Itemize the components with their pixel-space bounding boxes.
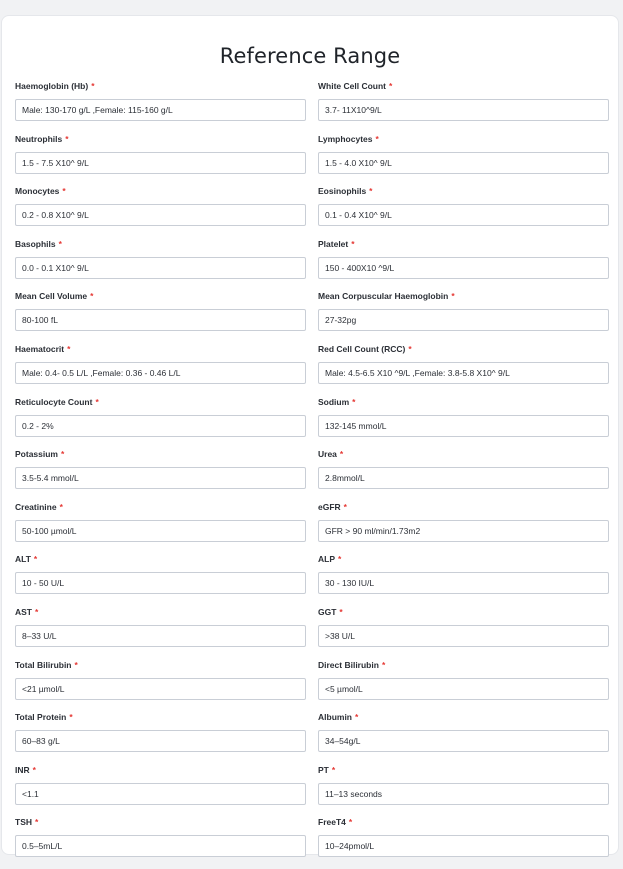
field-label-text: ALP	[318, 554, 335, 565]
required-asterisk: *	[375, 133, 379, 144]
required-asterisk: *	[69, 712, 73, 723]
ggt-field	[318, 606, 609, 659]
field-label-text: Haematocrit	[15, 343, 65, 354]
ggt-label	[318, 606, 609, 625]
field-label-text: eGFR	[318, 501, 341, 512]
field-label-text: Potassium	[15, 449, 58, 460]
red-cell-count-rcc-label	[318, 343, 609, 362]
required-asterisk: *	[339, 449, 344, 460]
required-asterisk: *	[389, 81, 393, 91]
tsh-field	[15, 816, 306, 869]
required-asterisk: *	[67, 343, 71, 354]
required-asterisk: *	[331, 764, 336, 775]
field-row	[15, 553, 609, 606]
required-asterisk: *	[95, 396, 99, 407]
freet4-input[interactable]: 10–24pmol/L	[318, 835, 609, 857]
field-row	[15, 659, 609, 712]
required-asterisk: *	[408, 343, 412, 354]
egfr-field	[318, 501, 609, 554]
required-asterisk: *	[91, 81, 95, 91]
platelet-label	[318, 238, 609, 257]
total-protein-label	[15, 711, 306, 730]
field-label-text: Eosinophils	[318, 186, 367, 197]
total-bilirubin-field	[15, 659, 306, 712]
field-label-text: Albumin	[318, 712, 352, 723]
freet4-field	[318, 816, 609, 869]
field-row	[15, 606, 609, 659]
lymphocytes-field	[318, 133, 609, 186]
field-row	[15, 133, 609, 186]
total-bilirubin-label	[15, 659, 306, 678]
required-asterisk: *	[90, 291, 94, 302]
field-label-text: TSH	[15, 817, 32, 828]
field-label-text: Total Bilirubin	[15, 659, 72, 670]
neutrophils-input[interactable]: 1.5 - 7.5 X10^ 9/L	[15, 152, 306, 174]
field-row	[15, 343, 609, 396]
basophils-label	[15, 238, 306, 257]
alt-label	[15, 553, 306, 572]
field-label-text: Neutrophils	[15, 133, 63, 144]
mean-cell-volume-input[interactable]: 80-100 fL	[15, 309, 306, 331]
mean-cell-volume-field	[15, 290, 306, 343]
reticulocyte-count-input[interactable]: 0.2 - 2%	[15, 415, 306, 437]
field-label-text: Monocytes	[15, 186, 60, 197]
field-label-text: Lymphocytes	[318, 133, 373, 144]
ast-input[interactable]: 8–33 U/L	[15, 625, 306, 647]
required-asterisk: *	[338, 554, 342, 565]
platelet-input[interactable]: 150 - 400X10 ^9/L	[318, 257, 609, 279]
monocytes-label	[15, 185, 306, 204]
albumin-field	[318, 711, 609, 764]
field-label-text: Red Cell Count (RCC)	[318, 343, 406, 354]
red-cell-count-rcc-field	[318, 343, 609, 396]
required-asterisk: *	[343, 501, 347, 512]
alt-input[interactable]: 10 - 50 U/L	[15, 572, 306, 594]
field-row	[15, 238, 609, 291]
required-asterisk: *	[33, 554, 38, 565]
haematocrit-label	[15, 343, 306, 362]
alp-field	[318, 553, 609, 606]
haematocrit-input[interactable]: Male: 0.4- 0.5 L/L ,Female: 0.36 - 0.46 L/L	[15, 362, 306, 384]
basophils-input[interactable]: 0.0 - 0.1 X10^ 9/L	[15, 257, 306, 279]
mean-corpuscular-haemoglobin-field	[318, 290, 609, 343]
alp-input[interactable]: 30 - 130 IU/L	[318, 572, 609, 594]
field-label-text: Total Protein	[15, 712, 67, 723]
albumin-label	[318, 711, 609, 730]
required-asterisk: *	[352, 396, 356, 407]
required-asterisk: *	[348, 817, 353, 828]
direct-bilirubin-label	[318, 659, 609, 678]
egfr-label	[318, 501, 609, 520]
required-asterisk: *	[369, 186, 373, 197]
field-row	[15, 501, 609, 554]
required-asterisk: *	[35, 606, 39, 617]
required-asterisk: *	[32, 764, 36, 775]
required-asterisk: *	[62, 186, 66, 197]
neutrophils-field	[15, 133, 306, 186]
field-label-text: PT	[318, 764, 329, 775]
field-label-text: FreeT4	[318, 817, 346, 828]
field-label-text: Urea	[318, 449, 337, 460]
ast-label	[15, 606, 306, 625]
reference-fields-grid	[15, 80, 609, 869]
field-label-text: ALT	[15, 554, 31, 565]
required-asterisk: *	[61, 449, 65, 460]
creatinine-label	[15, 501, 306, 520]
field-label-text: Sodium	[318, 396, 350, 407]
alt-field	[15, 553, 306, 606]
field-row	[15, 764, 609, 817]
sodium-input[interactable]: 132-145 mmol/L	[318, 415, 609, 437]
total-protein-input[interactable]: 60–83 g/L	[15, 730, 306, 752]
field-label-text: Reticulocyte Count	[15, 396, 93, 407]
required-asterisk: *	[355, 712, 359, 723]
haematocrit-field	[15, 343, 306, 396]
monocytes-field	[15, 185, 306, 238]
sodium-field	[318, 396, 609, 449]
neutrophils-label	[15, 133, 306, 152]
tsh-input[interactable]: 0.5–5mL/L	[15, 835, 306, 857]
direct-bilirubin-input[interactable]: <5 µmol/L	[318, 678, 609, 700]
haemoglobin-hb-label	[15, 80, 306, 99]
field-row	[15, 816, 609, 869]
creatinine-input[interactable]: 50-100 µmol/L	[15, 520, 306, 542]
potassium-field	[15, 448, 306, 501]
eosinophils-label	[318, 185, 609, 204]
field-label-text: Haemoglobin (Hb)	[15, 81, 89, 91]
field-label-text: Mean Corpuscular Haemoglobin	[318, 291, 449, 302]
creatinine-field	[15, 501, 306, 554]
field-label-text: Mean Cell Volume	[15, 291, 88, 302]
field-label-text: Creatinine	[15, 501, 57, 512]
white-cell-count-input[interactable]: 3.7- 11X10^9/L	[318, 99, 609, 121]
basophils-field	[15, 238, 306, 291]
field-row	[15, 396, 609, 449]
required-asterisk: *	[74, 659, 78, 670]
lymphocytes-input[interactable]: 1.5 - 4.0 X10^ 9/L	[318, 152, 609, 174]
total-protein-field	[15, 711, 306, 764]
urea-label	[318, 448, 609, 467]
white-cell-count-label	[318, 80, 609, 99]
field-label-text: INR	[15, 764, 30, 775]
mean-cell-volume-label	[15, 290, 306, 309]
total-bilirubin-input[interactable]: <21 µmol/L	[15, 678, 306, 700]
inr-input[interactable]: <1.1	[15, 783, 306, 805]
field-row	[15, 711, 609, 764]
required-asterisk: *	[451, 291, 455, 302]
page-title: Reference Range	[219, 44, 401, 68]
required-asterisk: *	[351, 238, 355, 249]
haemoglobin-hb-field	[15, 80, 306, 133]
sodium-label	[318, 396, 609, 415]
mean-corpuscular-haemoglobin-input[interactable]: 27-32pg	[318, 309, 609, 331]
haemoglobin-hb-input[interactable]: Male: 130-170 g/L ,Female: 115-160 g/L	[15, 99, 306, 121]
eosinophils-field	[318, 185, 609, 238]
inr-field	[15, 764, 306, 817]
pt-field	[318, 764, 609, 817]
direct-bilirubin-field	[318, 659, 609, 712]
required-asterisk: *	[59, 501, 63, 512]
inr-label	[15, 764, 306, 783]
potassium-input[interactable]: 3.5-5.4 mmol/L	[15, 467, 306, 489]
ggt-input[interactable]: >38 U/L	[318, 625, 609, 647]
potassium-label	[15, 448, 306, 467]
red-cell-count-rcc-input[interactable]: Male: 4.5-6.5 X10 ^9/L ,Female: 3.8-5.8 X10^ 9/L	[318, 362, 609, 384]
field-row	[15, 80, 609, 133]
field-row	[15, 185, 609, 238]
field-label-text: Platelet	[318, 238, 349, 249]
field-label-text: GGT	[318, 606, 337, 617]
reticulocyte-count-field	[15, 396, 306, 449]
required-asterisk: *	[35, 817, 39, 828]
monocytes-input[interactable]: 0.2 - 0.8 X10^ 9/L	[15, 204, 306, 226]
reference-range-card	[1, 15, 619, 855]
field-label-text: Basophils	[15, 238, 56, 249]
urea-input[interactable]: 2.8mmol/L	[318, 467, 609, 489]
albumin-input[interactable]: 34–54g/L	[318, 730, 609, 752]
eosinophils-input[interactable]: 0.1 - 0.4 X10^ 9/L	[318, 204, 609, 226]
urea-field	[318, 448, 609, 501]
freet4-label	[318, 816, 609, 835]
field-label-text: White Cell Count	[318, 81, 386, 91]
tsh-label	[15, 816, 306, 835]
pt-input[interactable]: 11–13 seconds	[318, 783, 609, 805]
alp-label	[318, 553, 609, 572]
white-cell-count-field	[318, 80, 609, 133]
reticulocyte-count-label	[15, 396, 306, 415]
field-row	[15, 290, 609, 343]
lymphocytes-label	[318, 133, 609, 152]
required-asterisk: *	[58, 238, 62, 249]
mean-corpuscular-haemoglobin-label	[318, 290, 609, 309]
egfr-input[interactable]: GFR > 90 ml/min/1.73m2	[318, 520, 609, 542]
platelet-field	[318, 238, 609, 291]
required-asterisk: *	[381, 659, 386, 670]
required-asterisk: *	[65, 133, 69, 144]
pt-label	[318, 764, 609, 783]
ast-field	[15, 606, 306, 659]
field-row	[15, 448, 609, 501]
field-label-text: AST	[15, 606, 32, 617]
field-label-text: Direct Bilirubin	[318, 659, 379, 670]
required-asterisk: *	[339, 606, 343, 617]
